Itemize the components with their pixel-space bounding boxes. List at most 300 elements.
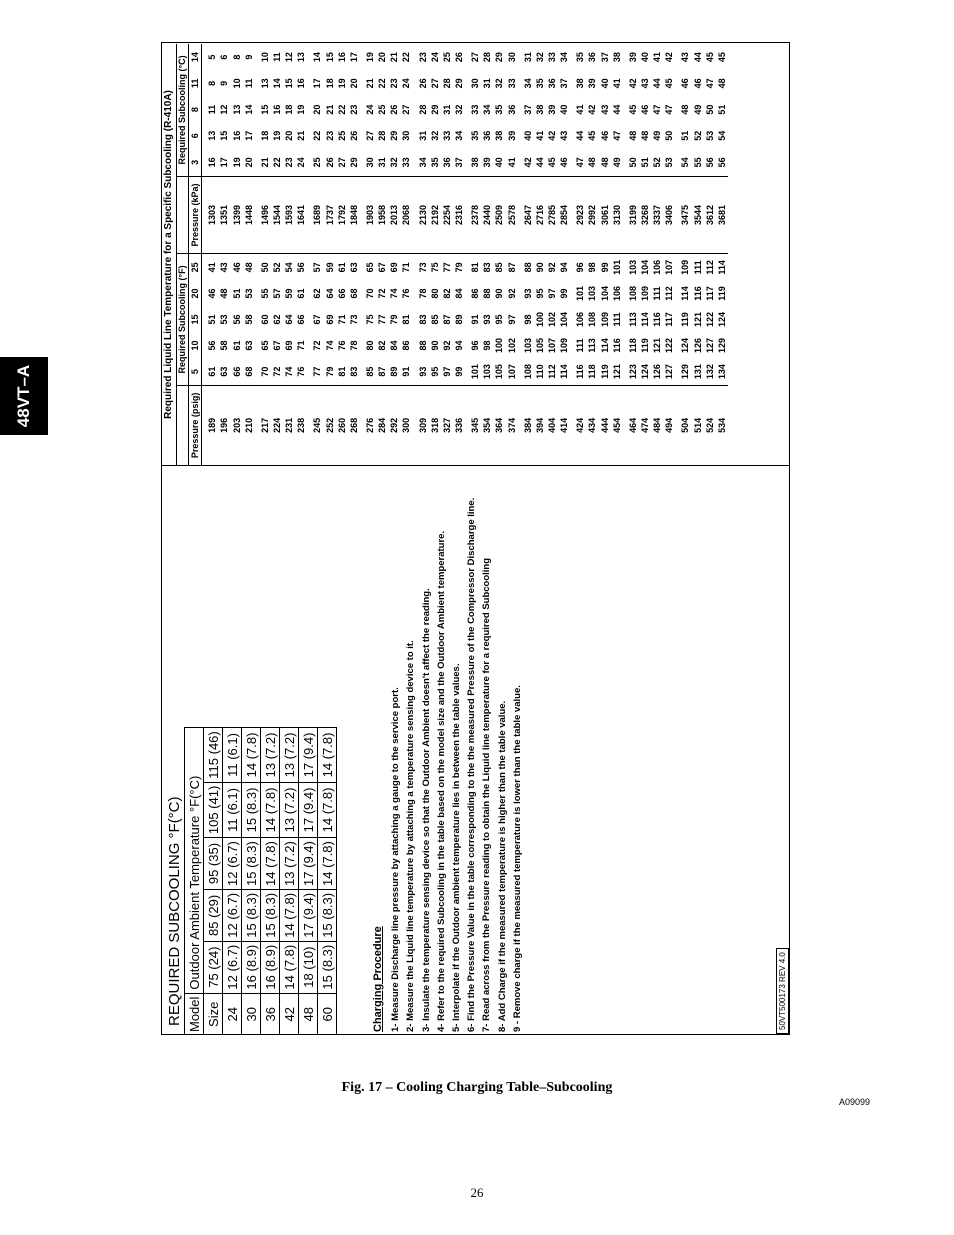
psig-cell: 404 (547, 417, 557, 433)
liquid-temp-cell: 19 (231, 149, 243, 176)
liquid-temp-cell: 50 (627, 149, 639, 176)
liquid-temp-cell: 85 (429, 314, 440, 325)
liquid-temp-cell: 104 (559, 311, 570, 328)
liquid-temp-cell: 96 (575, 262, 586, 273)
ambient-temp-header: 75 (24) (204, 941, 223, 993)
kpa-cell: 2854 (558, 176, 570, 253)
liquid-temp-cell: 18 (324, 78, 335, 89)
psig-cell: 203 (231, 417, 242, 433)
liquid-temp-cell: 46 (692, 78, 703, 89)
liquid-temp-cell: 82 (441, 288, 452, 299)
liquid-temp-cell: 41 (534, 130, 545, 141)
liquid-temp-cell: 109 (639, 286, 650, 302)
liquid-temp-cell: 105 (493, 358, 505, 385)
kpa-cell: 2578 (506, 176, 518, 253)
liquid-temp-cell: 114 (716, 260, 727, 275)
liquid-line-row (586, 44, 598, 465)
liquid-line-row (481, 44, 493, 465)
liquid-temp-cell: 59 (324, 262, 335, 273)
liquid-temp-cell: 61 (336, 262, 347, 273)
kpa-cell: 1448 (243, 176, 255, 253)
subcooling-value-cell: 17 (9.4) (299, 889, 318, 941)
psig-cell: 245 (312, 417, 323, 433)
liquid-temp-cell: 79 (324, 358, 336, 385)
liquid-temp-cell: 72 (312, 340, 323, 351)
liquid-temp-cell: 15 (284, 78, 295, 89)
liquid-temp-cell: 16 (336, 52, 347, 63)
psig-cell: 224 (272, 417, 283, 433)
liquid-temp-cell: 108 (627, 286, 638, 302)
liquid-temp-cell: 21 (365, 78, 376, 89)
liquid-line-row (376, 44, 388, 465)
liquid-line-row (218, 44, 230, 465)
charging-procedure (372, 476, 527, 1035)
liquid-temp-cell: 45 (546, 149, 558, 176)
liquid-temp-cell: 39 (481, 149, 493, 176)
psig-cell: 189 (207, 417, 218, 433)
liquid-temp-cell: 98 (482, 340, 493, 351)
liquid-temp-cell: 33 (441, 130, 452, 141)
kpa-cell: 2013 (388, 176, 400, 253)
liquid-temp-cell: 23 (389, 78, 400, 89)
subcooling-value-cell: 16 (8.9) (242, 941, 261, 993)
liquid-line-row (348, 44, 360, 465)
subcooling-row (299, 728, 318, 1035)
liquid-temp-cell: 62 (272, 314, 283, 325)
liquid-temp-cell: 24 (429, 52, 440, 63)
liquid-temp-cell: 124 (639, 358, 651, 385)
liquid-temp-cell: 61 (231, 340, 242, 351)
procedure-steps (390, 476, 524, 1035)
liquid-temp-cell: 99 (453, 358, 465, 385)
psig-cell: 292 (389, 417, 400, 433)
psig-cell: 217 (259, 417, 270, 433)
liquid-temp-cell: 27 (401, 104, 412, 115)
liquid-temp-cell: 56 (231, 314, 242, 325)
liquid-temp-cell: 89 (454, 314, 465, 325)
psig-cell: 414 (559, 417, 570, 433)
subcooling-value-cell: 15 (8.3) (242, 889, 261, 941)
liquid-temp-cell: 43 (559, 130, 570, 141)
liquid-temp-cell: 22 (271, 149, 283, 176)
liquid-temp-cell: 81 (401, 314, 412, 325)
subcooling-value-cell: 11 (6.1) (223, 728, 242, 782)
liquid-temp-cell: 19 (296, 104, 307, 115)
liquid-temp-cell: 36 (506, 104, 517, 115)
psig-cell: 504 (680, 417, 691, 433)
kpa-cell: 2785 (546, 176, 558, 253)
kpa-cell: 2992 (586, 176, 598, 253)
liquid-temp-cell: 23 (283, 149, 295, 176)
subcooling-value-cell: 18 (10) (299, 941, 318, 993)
liquid-temp-cell: 80 (365, 340, 376, 351)
liquid-temp-cell: 75 (429, 262, 440, 273)
kpa-cell: 1496 (259, 176, 271, 253)
liquid-temp-cell: 114 (639, 312, 650, 327)
liquid-temp-cell: 31 (417, 130, 428, 141)
liquid-temp-cell: 113 (627, 312, 638, 327)
liquid-temp-cell: 40 (522, 130, 533, 141)
liquid-temp-cell: 73 (348, 314, 359, 325)
liquid-temp-cell: 63 (243, 340, 254, 351)
liquid-temp-cell: 39 (627, 52, 638, 63)
kpa-cell: 2192 (429, 176, 441, 253)
liquid-temp-cell: 41 (611, 78, 622, 89)
liquid-temp-cell: 122 (664, 337, 675, 353)
liquid-line-table (176, 44, 728, 465)
liquid-temp-cell: 72 (271, 358, 283, 385)
liquid-temp-cell: 9 (243, 54, 254, 60)
psig-cell: 309 (417, 417, 428, 433)
liquid-temp-cell: 40 (639, 52, 650, 63)
liquid-temp-cell: 100 (534, 311, 545, 328)
subcooling-row (318, 728, 337, 1035)
liquid-temp-cell: 17 (312, 78, 323, 89)
procedure-heading: Charging Procedure (372, 926, 384, 1032)
liquid-temp-cell: 65 (365, 262, 376, 273)
liquid-temp-cell: 30 (401, 130, 412, 141)
liquid-temp-cell: 62 (312, 288, 323, 299)
liquid-temp-cell: 21 (324, 104, 335, 115)
procedure-step: 1- Measure Discharge line pressure by attaching a gauge to the service port. (390, 687, 402, 1032)
liquid-temp-cell: 74 (283, 358, 295, 385)
liquid-temp-cell: 56 (296, 262, 307, 273)
subcooling-value-cell: 14 (7.8) (261, 782, 280, 837)
liquid-temp-cell: 34 (559, 52, 570, 63)
liquid-temp-cell: 94 (559, 262, 570, 273)
liquid-temp-cell: 35 (494, 104, 505, 115)
liquid-temp-cell: 38 (534, 104, 545, 115)
c-subcooling-header: 8 (189, 96, 202, 122)
kpa-cell: 2647 (522, 176, 534, 253)
liquid-temp-cell: 19 (365, 52, 376, 63)
liquid-temp-cell: 45 (716, 52, 727, 63)
liquid-temp-cell: 102 (547, 311, 557, 328)
liquid-temp-cell: 38 (611, 52, 622, 63)
liquid-temp-cell: 36 (441, 149, 453, 176)
subcooling-value-cell: 15 (8.3) (242, 782, 261, 837)
liquid-temp-cell: 109 (599, 311, 610, 328)
liquid-temp-cell: 83 (482, 262, 493, 273)
liquid-temp-cell: 51 (680, 130, 691, 141)
kpa-cell: 2068 (400, 176, 412, 253)
liquid-temp-cell: 112 (664, 286, 675, 301)
liquid-temp-cell: 59 (284, 288, 295, 299)
psig-cell: 454 (611, 417, 622, 433)
liquid-temp-cell: 77 (311, 358, 323, 385)
liquid-temp-cell: 24 (295, 149, 307, 176)
liquid-temp-cell: 41 (652, 52, 663, 63)
liquid-temp-cell: 103 (627, 259, 638, 275)
kpa-cell: 1593 (283, 176, 295, 253)
liquid-temp-cell: 85 (364, 358, 376, 385)
liquid-temp-cell: 92 (547, 262, 557, 273)
liquid-temp-cell: 61 (206, 358, 218, 385)
liquid-temp-cell: 98 (587, 262, 598, 273)
liquid-temp-cell: 21 (259, 149, 271, 176)
procedure-step: 9 - Remove charge if the measured temperature is lower than the table value. (511, 685, 523, 1032)
subcooling-value-cell: 13 (7.2) (261, 728, 280, 782)
liquid-temp-cell: 33 (470, 104, 481, 115)
liquid-temp-cell: 38 (494, 130, 505, 141)
liquid-temp-cell: 13 (296, 52, 307, 63)
liquid-temp-cell: 48 (627, 130, 638, 141)
procedure-step: 4- Refer to the required Subcooling in the table based on the model size and the Outdoor Ambient temperature. (435, 530, 447, 1032)
liquid-temp-cell: 28 (417, 104, 428, 115)
liquid-temp-cell: 43 (599, 104, 610, 115)
liquid-temp-cell: 48 (639, 130, 650, 141)
liquid-temp-cell: 21 (389, 52, 400, 63)
psig-cell: 345 (470, 417, 481, 433)
liquid-temp-cell: 77 (377, 314, 388, 325)
liquid-temp-cell: 28 (441, 78, 452, 89)
liquid-temp-cell: 74 (324, 340, 335, 351)
liquid-temp-cell: 23 (417, 52, 428, 63)
liquid-temp-cell: 106 (611, 286, 622, 302)
liquid-temp-cell: 42 (664, 52, 675, 63)
liquid-temp-cell: 40 (599, 78, 610, 89)
liquid-temp-cell: 20 (284, 130, 295, 141)
liquid-temp-cell: 116 (611, 338, 622, 353)
kpa-cell: 1303 (206, 176, 218, 253)
liquid-line-row (206, 44, 218, 465)
liquid-temp-cell: 68 (348, 288, 359, 299)
liquid-temp-cell: 13 (259, 78, 270, 89)
liquid-temp-cell: 40 (493, 149, 505, 176)
subcooling-table (184, 727, 337, 1035)
f-subcooling-header: 10 (189, 332, 202, 358)
liquid-temp-cell: 111 (575, 338, 586, 353)
liquid-temp-cell: 11 (243, 78, 254, 89)
liquid-temp-cell: 66 (231, 358, 243, 385)
procedure-step: 7- Read across from the Pressure reading to obtain the Liquid line temperature for a required Subcooling (481, 557, 493, 1032)
liquid-temp-cell: 17 (218, 149, 230, 176)
kpa-cell: 1641 (295, 176, 307, 253)
psig-cell: 424 (575, 417, 586, 433)
liquid-line-row (493, 44, 505, 465)
psig-cell: 210 (243, 417, 254, 433)
liquid-temp-cell: 109 (559, 337, 570, 353)
subcooling-value-cell: 15 (8.3) (318, 889, 337, 941)
liquid-temp-cell: 16 (296, 78, 307, 89)
liquid-temp-cell: 105 (534, 337, 545, 353)
kpa-cell: 2378 (469, 176, 481, 253)
liquid-temp-cell: 48 (219, 288, 230, 299)
liquid-temp-cell: 19 (272, 130, 283, 141)
kpa-cell: 3337 (651, 176, 663, 253)
liquid-temp-cell: 20 (243, 149, 255, 176)
liquid-line-row (400, 44, 412, 465)
psig-cell: 238 (296, 417, 307, 433)
liquid-temp-cell: 51 (231, 288, 242, 299)
liquid-temp-cell: 107 (547, 337, 557, 353)
liquid-temp-cell: 20 (377, 52, 388, 63)
liquid-line-row (243, 44, 255, 465)
liquid-temp-cell: 127 (704, 337, 715, 353)
liquid-temp-cell: 119 (639, 338, 650, 353)
liquid-temp-cell: 97 (441, 358, 453, 385)
liquid-temp-cell: 55 (691, 149, 703, 176)
liquid-temp-cell: 26 (417, 78, 428, 89)
liquid-temp-cell: 76 (295, 358, 307, 385)
liquid-temp-cell: 41 (506, 149, 518, 176)
subcooling-value-cell: 11 (6.1) (223, 782, 242, 837)
liquid-temp-cell: 106 (575, 311, 586, 328)
c-group-header: Required Subcooling (°C) (176, 44, 189, 176)
liquid-temp-cell: 46 (639, 104, 650, 115)
liquid-temp-cell: 54 (284, 262, 295, 273)
liquid-temp-cell: 73 (417, 262, 428, 273)
liquid-line-row (441, 44, 453, 465)
liquid-temp-cell: 99 (599, 262, 610, 273)
f-group-header: Required Subcooling (°F) (176, 254, 189, 386)
liquid-line-row (611, 44, 623, 465)
c-subcooling-header: 6 (189, 123, 202, 149)
liquid-temp-cell: 29 (454, 78, 465, 89)
liquid-temp-cell: 100 (494, 337, 505, 353)
liquid-line-row (336, 44, 348, 465)
kpa-cell: 3061 (599, 176, 611, 253)
liquid-temp-cell: 18 (259, 130, 270, 141)
liquid-temp-cell: 108 (587, 311, 598, 328)
liquid-temp-cell: 111 (652, 286, 663, 301)
subcooling-value-cell: 16 (8.9) (261, 941, 280, 993)
liquid-temp-cell: 23 (348, 104, 359, 115)
liquid-temp-cell: 90 (494, 288, 505, 299)
liquid-temp-cell: 39 (587, 78, 598, 89)
psig-cell: 534 (716, 417, 727, 433)
model-size-cell: 30 (242, 993, 261, 1035)
ambient-temp-header: 85 (29) (204, 889, 223, 941)
liquid-temp-cell: 93 (417, 358, 429, 385)
liquid-temp-cell: 24 (365, 104, 376, 115)
liquid-temp-cell: 57 (272, 288, 283, 299)
liquid-temp-cell: 35 (429, 149, 441, 176)
liquid-temp-cell: 86 (401, 340, 412, 351)
liquid-temp-cell: 64 (284, 314, 295, 325)
subcooling-value-cell: 12 (6.7) (223, 941, 242, 993)
liquid-temp-cell: 118 (627, 338, 638, 353)
liquid-temp-cell: 30 (470, 78, 481, 89)
liquid-temp-cell: 52 (651, 149, 663, 176)
liquid-temp-cell: 65 (259, 340, 270, 351)
section-tab (0, 357, 48, 435)
procedure-step: 3- Insulate the temperature sensing device so that the Outdoor Ambient doesn't affect the reading. (420, 588, 432, 1032)
psig-cell: 384 (522, 417, 533, 433)
liquid-line-row (453, 44, 465, 465)
subcooling-title: REQUIRED SUBCOOLING °F(°C) (166, 796, 183, 1026)
liquid-temp-cell: 84 (389, 340, 400, 351)
liquid-temp-cell: 69 (324, 314, 335, 325)
liquid-line-row (295, 44, 307, 465)
psig-cell: 494 (664, 417, 675, 433)
liquid-temp-cell: 34 (482, 104, 493, 115)
liquid-temp-cell: 117 (704, 286, 715, 301)
liquid-temp-cell: 121 (652, 337, 663, 353)
liquid-line-row (429, 44, 441, 465)
liquid-temp-cell: 67 (377, 262, 388, 273)
liquid-temp-cell: 118 (586, 358, 598, 385)
page-number: 26 (470, 1185, 484, 1200)
liquid-temp-cell: 53 (663, 149, 675, 176)
liquid-temp-cell: 121 (611, 358, 623, 385)
liquid-temp-cell: 13 (207, 130, 218, 141)
liquid-temp-cell: 112 (704, 260, 715, 275)
liquid-temp-cell: 117 (664, 312, 675, 327)
model-size-cell: 60 (318, 993, 337, 1035)
liquid-temp-cell: 126 (651, 358, 663, 385)
liquid-temp-cell: 49 (692, 104, 703, 115)
liquid-temp-cell: 48 (243, 262, 254, 273)
liquid-temp-cell: 19 (336, 78, 347, 89)
liquid-temp-cell: 29 (429, 104, 440, 115)
liquid-temp-cell: 45 (704, 52, 715, 63)
liquid-temp-cell: 102 (506, 337, 517, 353)
c-subcooling-header: 14 (189, 44, 202, 70)
liquid-temp-cell: 48 (599, 149, 611, 176)
liquid-temp-cell: 50 (664, 130, 675, 141)
liquid-temp-cell: 28 (377, 130, 388, 141)
liquid-temp-cell: 17 (243, 130, 254, 141)
liquid-temp-cell: 111 (692, 260, 703, 275)
liquid-temp-cell: 40 (559, 104, 570, 115)
ambient-temp-header: 105 (41) (204, 782, 223, 837)
liquid-temp-cell: 70 (259, 358, 271, 385)
liquid-temp-cell: 69 (389, 262, 400, 273)
f-subcooling-header: 25 (189, 254, 202, 281)
liquid-temp-cell: 50 (259, 262, 270, 273)
liquid-temp-cell: 12 (219, 104, 230, 115)
liquid-temp-cell: 84 (454, 288, 465, 299)
liquid-temp-cell: 124 (680, 337, 691, 353)
liquid-line-row (704, 44, 716, 465)
liquid-temp-cell: 33 (400, 149, 412, 176)
psig-cell: 300 (401, 417, 412, 433)
liquid-temp-cell: 44 (534, 149, 546, 176)
liquid-temp-cell: 101 (575, 286, 586, 302)
liquid-temp-cell: 37 (522, 104, 533, 115)
liquid-temp-cell: 99 (559, 288, 570, 299)
liquid-temp-cell: 51 (716, 104, 727, 115)
liquid-temp-cell: 11 (272, 52, 283, 62)
liquid-temp-cell: 31 (482, 78, 493, 89)
liquid-temp-cell: 10 (231, 78, 242, 89)
liquid-temp-cell: 95 (534, 288, 545, 299)
subcooling-value-cell: 12 (6.7) (223, 838, 242, 890)
liquid-temp-cell: 127 (663, 358, 675, 385)
liquid-temp-cell: 22 (336, 104, 347, 115)
liquid-temp-cell: 45 (627, 104, 638, 115)
liquid-line-row (469, 44, 481, 465)
liquid-temp-cell: 122 (704, 311, 715, 328)
ambient-temp-header: 115 (46) (204, 728, 223, 782)
liquid-temp-cell: 116 (652, 312, 663, 327)
subcooling-value-cell: 13 (7.2) (280, 728, 299, 782)
liquid-temp-cell: 27 (429, 78, 440, 89)
liquid-temp-cell: 45 (664, 78, 675, 89)
liquid-temp-cell: 41 (207, 262, 218, 273)
liquid-line-row (546, 44, 558, 465)
liquid-temp-cell: 124 (716, 311, 727, 328)
subcooling-value-cell: 14 (7.8) (242, 728, 261, 782)
liquid-temp-cell: 76 (401, 288, 412, 299)
liquid-temp-cell: 78 (417, 288, 428, 299)
liquid-temp-cell: 42 (547, 130, 557, 141)
liquid-temp-cell: 97 (506, 314, 517, 325)
liquid-temp-cell: 58 (243, 314, 254, 325)
figure-caption: Fig. 17 – Cooling Charging Table–Subcooling (341, 1080, 613, 1095)
liquid-temp-cell: 131 (691, 358, 703, 385)
